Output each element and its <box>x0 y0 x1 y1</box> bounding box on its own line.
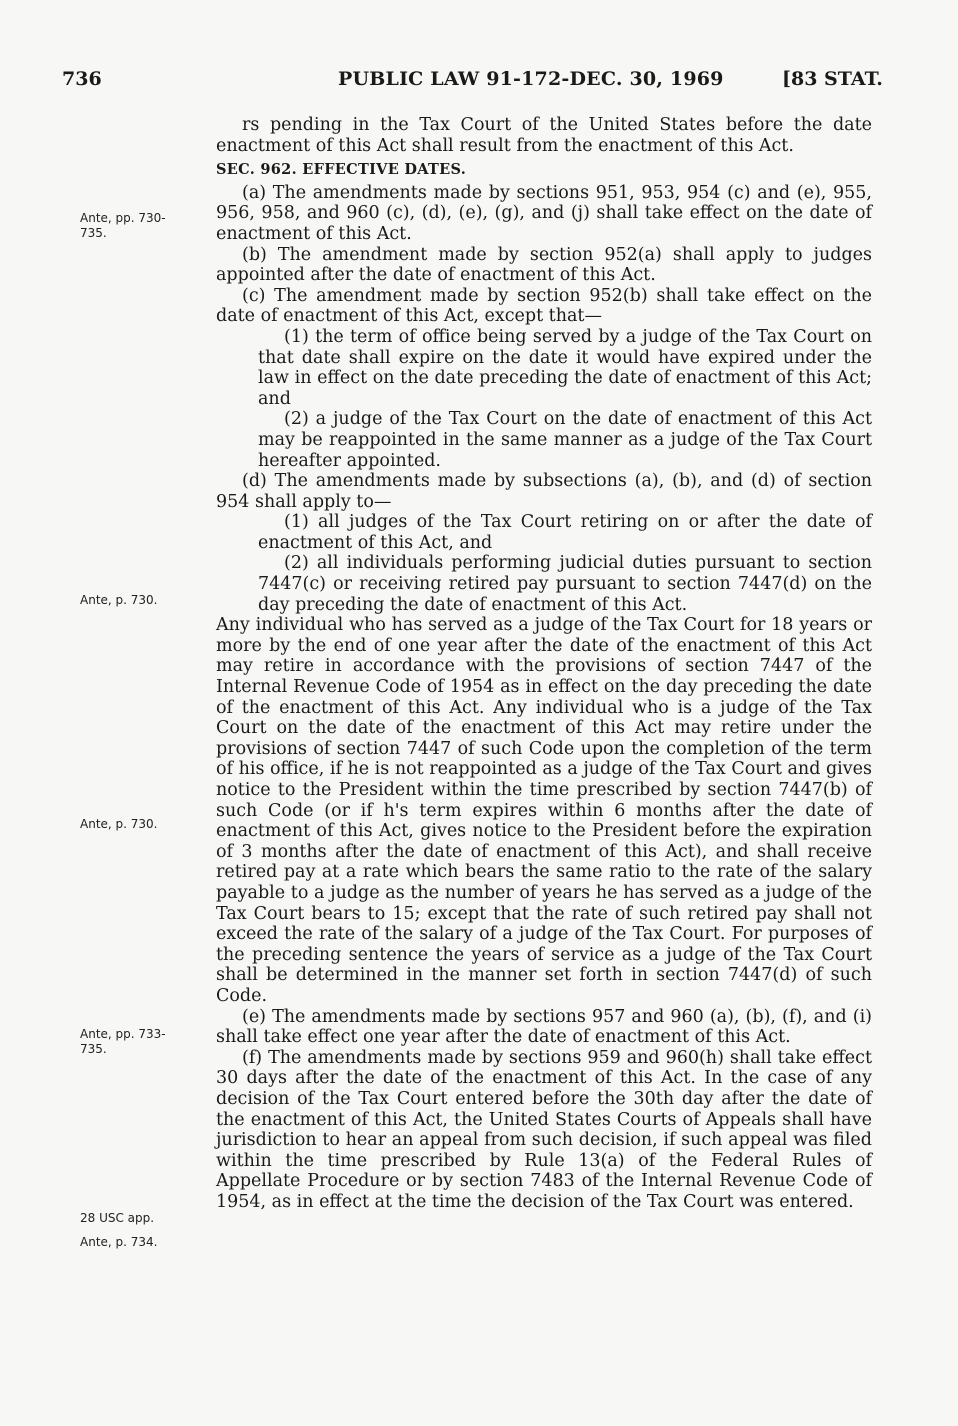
paragraph-d2: (2) all individuals performing judicial duties pursuant to section 7447(c) or receiving retired pay pursuant to section 7447(d) on the day preceding the date of enactment of this Act. <box>258 553 872 615</box>
paragraph-opening: rs pending in the Tax Court of the United States before the date enactment of this Act shall result from the enactment of this Act. <box>216 115 872 156</box>
section-heading: SEC. 962. EFFECTIVE DATES. <box>216 161 467 179</box>
page-number: 736 <box>62 68 102 90</box>
margin-note: Ante, pp. 730-735. <box>80 211 166 240</box>
page-header-title: PUBLIC LAW 91-172-DEC. 30, 1969 <box>338 68 724 90</box>
margin-note: 28 USC app. <box>80 1211 155 1225</box>
paragraph-c1: (1) the term of office being served by a judge of the Tax Court on that date shall expire on the date it would have expired under the law in effect on the date preceding the date of enactment of this Act; and <box>258 326 872 409</box>
statute-reference: [83 STAT. <box>782 68 883 90</box>
margin-note: Ante, pp. 733-735. <box>80 1027 166 1056</box>
margin-note: Ante, p. 730. <box>80 817 158 831</box>
body-text <box>216 115 872 1212</box>
paragraph-d-continuation: Any individual who has served as a judge of the Tax Court for 18 years or more by the end of one year after the date of the enactment of this Act may retire in accordance with the provisions of section 7447 of the Internal Revenue Code of 1954 as in effect on the day preceding the date of the enactment of this Act. Any individual who is a judge of the Tax Court on the date of the enactment of this Act may retire under the provisions of section 7447 of such Code upon the completion of the term of his office, if he is not reappointed as a judge of the Tax Court and gives notice to the President within the time prescribed by section 7447(b) of such Code (or if h's term expires within 6 months after the date of enactment of this Act, gives notice to the President before the expiration of 3 months after the date of enactment of this Act), and shall receive retired pay at a rate which bears the same ratio to the rate of the salary payable to a judge as the number of years he has served as a judge of the Tax Court bears to 15; except that the rate of such retired pay shall not exceed the rate of the salary of a judge of the Tax Court. For purposes of the preceding sentence the years of service as a judge of the Tax Court shall be determined in the manner set forth in section 7447(d) of such Code. <box>216 615 872 1006</box>
paragraph-f: (f) The amendments made by sections 959 and 960(h) shall take effect 30 days after the date of the enactment of this Act. In the case of any decision of the Tax Court entered before the 30th day after the date of the enactment of this Act, the United States Courts of Appeals shall have jurisdiction to hear an appeal from such decision, if such appeal was filed within the time prescribed by Rule 13(a) of the Federal Rules of Appellate Procedure or by section 7483 of the Internal Revenue Code of 1954, as in effect at the time the decision of the Tax Court was entered. <box>216 1047 872 1212</box>
margin-note: Ante, p. 734. <box>80 1235 158 1249</box>
paragraph-d: (d) The amendments made by subsections (a), (b), and (d) of section 954 shall apply to— <box>216 471 872 512</box>
paragraph-e: (e) The amendments made by sections 957 and 960 (a), (b), (f), and (i) shall take effect one year after the date of enactment of this Act. <box>216 1006 872 1048</box>
paragraph-a: (a) The amendments made by sections 951, 953, 954 (c) and (e), 955, 956, 958, and 960 (c), (d), (e), (g), and (j) shall take effect on the date of enactment of this Act. <box>216 182 872 244</box>
paragraph-b: (b) The amendment made by section 952(a) shall apply to judges appointed after the date of enactment of this Act. <box>216 244 872 286</box>
margin-note: Ante, p. 730. <box>80 593 158 607</box>
paragraph-c2: (2) a judge of the Tax Court on the date of enactment of this Act may be reappointed in the same manner as a judge of the Tax Court hereafter appointed. <box>258 409 872 471</box>
paragraph-d1: (1) all judges of the Tax Court retiring on or after the date of enactment of this Act, and <box>258 512 872 553</box>
paragraph-c: (c) The amendment made by section 952(b) shall take effect on the date of enactment of this Act, except that— <box>216 285 872 327</box>
